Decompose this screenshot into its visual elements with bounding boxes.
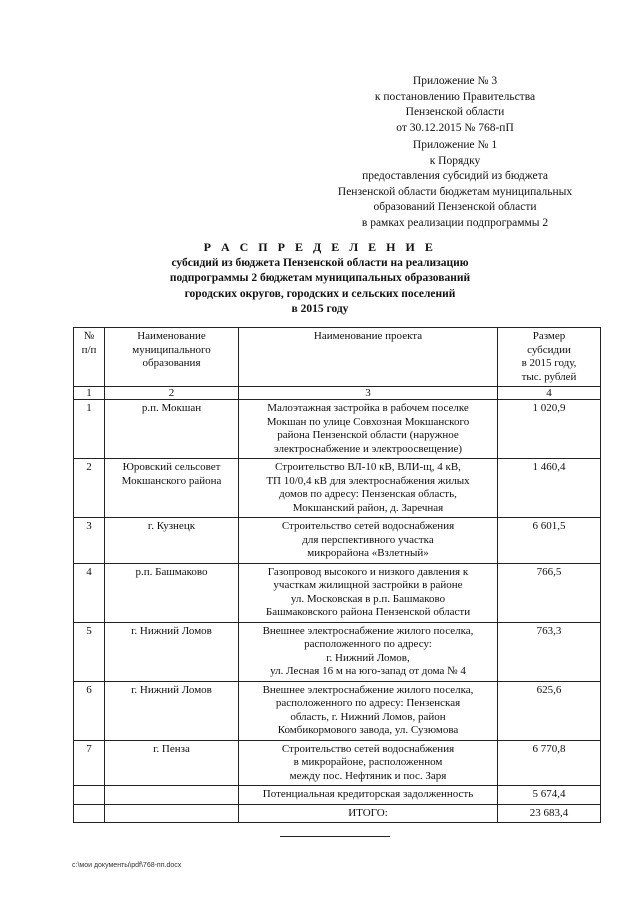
header-line: от 30.12.2015 № 768-пП xyxy=(396,121,514,134)
project-line: района Пензенской области (наружное xyxy=(277,429,459,441)
amount-cell: 766,5 xyxy=(498,563,601,622)
row-number: 5 xyxy=(74,622,105,681)
municipality-line: р.п. Мокшан xyxy=(141,402,202,414)
title-subtitle xyxy=(60,256,580,318)
table-row xyxy=(74,459,601,518)
project-line: электроснабжение и электроосвещение) xyxy=(273,442,463,455)
municipality-cell xyxy=(105,740,239,786)
project-line: для перспективного участка xyxy=(302,533,434,546)
creditor-debt-label: Потенциальная кредиторская задолженность xyxy=(239,786,498,805)
header-text: тыс. рублей xyxy=(521,370,577,383)
empty-cell xyxy=(105,804,239,823)
header-text: Размер xyxy=(532,330,566,342)
table-row xyxy=(74,518,601,564)
amount-cell: 6 770,8 xyxy=(498,740,601,786)
column-number-row xyxy=(74,387,601,400)
municipality-cell xyxy=(105,400,239,459)
project-line: расположенного по адресу: Пензенская xyxy=(275,697,461,709)
header-num xyxy=(74,328,105,387)
row-number: 1 xyxy=(74,400,105,459)
amount-cell: 1 020,9 xyxy=(498,400,601,459)
empty-cell xyxy=(105,786,239,805)
project-line: расположенного по адресу: xyxy=(304,638,432,650)
header-text: субсидии xyxy=(527,343,571,356)
municipality-line: р.п. Башмаково xyxy=(135,565,208,578)
header-line: Приложение № 3 xyxy=(412,75,498,87)
header-line: Приложение № 1 xyxy=(412,139,498,151)
row-number: 7 xyxy=(74,740,105,786)
project-cell xyxy=(239,681,498,740)
municipality-line: Мокшанского района xyxy=(121,474,222,487)
header-line: в рамках реализации подпрограммы 2 xyxy=(361,216,549,229)
creditor-debt-amount: 5 674,4 xyxy=(498,786,601,805)
project-line: между пос. Нефтяник и пос. Заря xyxy=(289,769,447,782)
header-line: образований Пензенской области xyxy=(373,201,537,213)
appendix1-header xyxy=(290,138,620,231)
header-text: № xyxy=(83,330,95,342)
project-line: область, г. Нижний Ломов, район xyxy=(290,710,446,723)
title-line: в 2015 году xyxy=(291,303,349,315)
table-row xyxy=(74,400,601,459)
header-line: к постановлению Правительства xyxy=(374,90,536,103)
municipality-cell xyxy=(105,518,239,564)
amount-cell: 763,3 xyxy=(498,622,601,681)
project-cell xyxy=(239,400,498,459)
distribution-table xyxy=(73,327,601,823)
column-number: 2 xyxy=(105,387,239,400)
project-line: Внешнее электроснабжение жилого поселка, xyxy=(262,624,474,637)
row-number: 4 xyxy=(74,563,105,622)
file-path: c:\мои документы\pdf\768-пп.docx xyxy=(72,862,182,869)
project-line: микрорайона «Взлетный» xyxy=(307,547,429,559)
project-line: ТП 10/0,4 кВ для электроснабжения жилых xyxy=(266,474,470,487)
table-row xyxy=(74,740,601,786)
header-text: п/п xyxy=(81,343,97,356)
signature-line xyxy=(280,836,390,837)
municipality-line: г. Нижний Ломов xyxy=(131,624,212,637)
header-municipality xyxy=(105,328,239,387)
creditor-debt-row xyxy=(74,786,601,805)
header-text: образования xyxy=(142,357,201,369)
header-line: Пензенской области бюджетам муниципальных xyxy=(337,185,573,198)
municipality-line: Юровский сельсовет xyxy=(122,461,221,473)
project-cell xyxy=(239,740,498,786)
header-text: в 2015 году, xyxy=(521,357,577,369)
project-cell xyxy=(239,518,498,564)
municipality-cell xyxy=(105,681,239,740)
municipality-line: г. Пенза xyxy=(153,742,190,755)
header-text: муниципального xyxy=(132,343,211,356)
row-number: 6 xyxy=(74,681,105,740)
amount-cell: 6 601,5 xyxy=(498,518,601,564)
header-line: к Порядку xyxy=(429,154,481,167)
total-amount: 23 683,4 xyxy=(498,804,601,823)
document-title xyxy=(60,240,580,318)
empty-cell xyxy=(74,786,105,805)
table-row xyxy=(74,563,601,622)
row-number: 3 xyxy=(74,518,105,564)
project-line: Строительство ВЛ-10 кВ, ВЛИ-щ, 4 кВ, xyxy=(275,461,461,473)
title-main: Р А С П Р Е Д Е Л Е Н И Е xyxy=(203,240,437,254)
title-line: городских округов, городских и сельских поселений xyxy=(184,287,456,300)
project-line: ул. Московская в р.п. Башмаково xyxy=(290,592,446,605)
project-line: Малоэтажная застройка в рабочем поселке xyxy=(267,402,469,414)
table-row xyxy=(74,622,601,681)
amount-cell: 625,6 xyxy=(498,681,601,740)
project-line: Строительство сетей водоснабжения xyxy=(281,742,455,755)
total-row xyxy=(74,804,601,823)
row-number: 2 xyxy=(74,459,105,518)
project-cell xyxy=(239,563,498,622)
title-line: субсидий из бюджета Пензенской области на реализацию xyxy=(171,256,469,269)
header-line: предоставления субсидий из бюджета xyxy=(362,170,548,182)
project-line: г. Нижний Ломов, xyxy=(326,651,410,664)
appendix3-header xyxy=(290,74,620,136)
header-amount xyxy=(498,328,601,387)
project-line: ул. Лесная 16 м на юго-запад от дома № 4 xyxy=(270,665,466,677)
municipality-line: г. Нижний Ломов xyxy=(131,683,212,696)
project-cell xyxy=(239,622,498,681)
project-cell xyxy=(239,459,498,518)
project-line: Газопровод высокого и низкого давления к xyxy=(267,565,469,578)
column-number: 4 xyxy=(498,387,601,400)
municipality-cell xyxy=(105,622,239,681)
column-number: 1 xyxy=(74,387,105,400)
title-line: подпрограммы 2 бюджетам муниципальных образований xyxy=(169,272,471,284)
project-line: участкам жилищной застройки в районе xyxy=(273,579,463,591)
project-line: Мокшанский район, д. Заречная xyxy=(292,501,444,514)
header-text: Наименование проекта xyxy=(313,330,423,342)
header-line: Пензенской области xyxy=(405,106,505,118)
project-line: Башмаковского района Пензенской области xyxy=(265,606,471,618)
project-line: Внешнее электроснабжение жилого поселка, xyxy=(262,683,474,696)
project-line: Мокшан по улице Совхозная Мокшанского xyxy=(266,415,470,428)
column-number: 3 xyxy=(239,387,498,400)
table-header-row xyxy=(74,328,601,387)
project-line: в микрорайоне, расположенном xyxy=(293,756,443,768)
amount-cell: 1 460,4 xyxy=(498,459,601,518)
project-line: Комбикормового завода, ул. Сузюмова xyxy=(277,724,459,736)
municipality-line: г. Кузнецк xyxy=(147,520,196,532)
project-line: домов по адресу: Пензенская область, xyxy=(279,488,457,500)
empty-cell xyxy=(74,804,105,823)
project-line: Строительство сетей водоснабжения xyxy=(281,520,455,532)
municipality-cell xyxy=(105,563,239,622)
total-label: ИТОГО: xyxy=(239,804,498,823)
table-row xyxy=(74,681,601,740)
header-text: Наименование xyxy=(137,330,206,342)
header-project xyxy=(239,328,498,387)
municipality-cell xyxy=(105,459,239,518)
